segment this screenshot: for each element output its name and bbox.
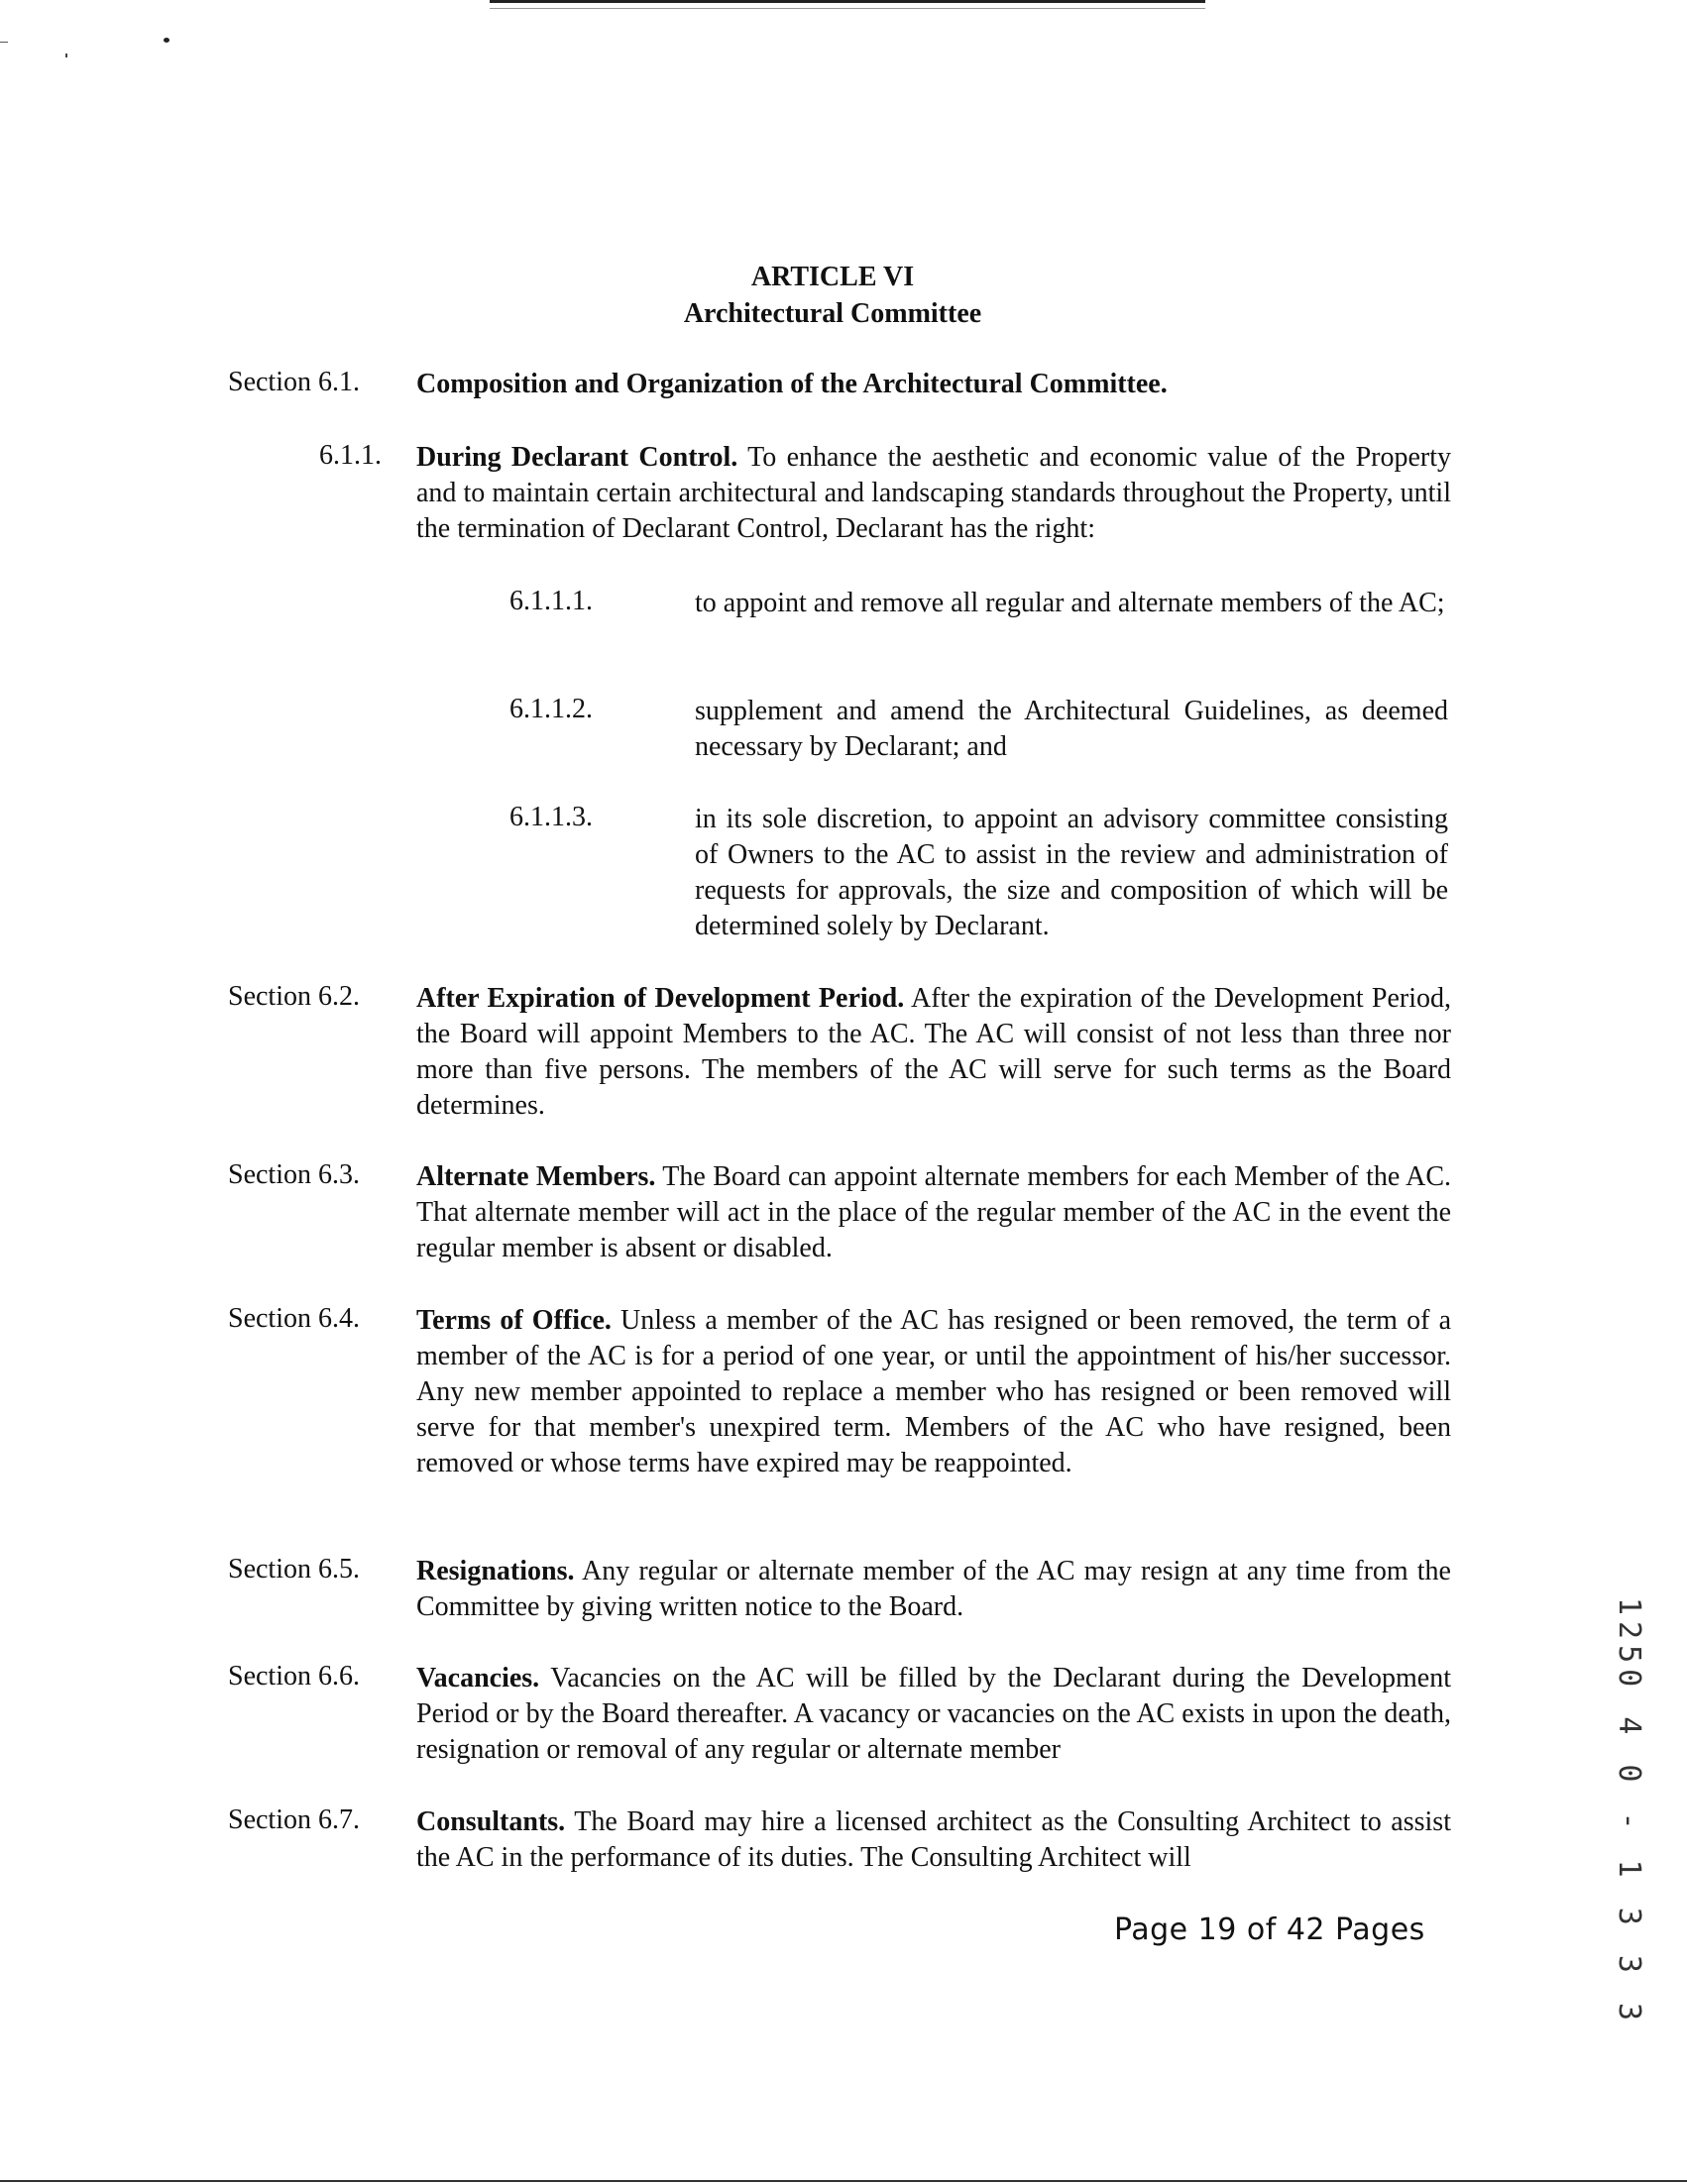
section-6-6-body: Vacancies. Vacancies on the AC will be filled by the Declarant during the Development Period or by the Board thereafter. A vacancy or vacancies on the AC exists in upon the death, resignation or removal of any regular or alternate member — [416, 1663, 1451, 1765]
section-6-1-1-3-label: 6.1.1.3. — [509, 802, 593, 832]
section-6-4-label: Section 6.4. — [228, 1303, 360, 1334]
section-6-1-1-1-body: to appoint and remove all regular and alternate members of the AC; — [695, 588, 1445, 618]
article-number: ARTICLE VI — [750, 262, 915, 292]
section-6-3-body: Alternate Members. The Board can appoint alternate members for each Member of the AC. That alternate member will act in the place of the regular member of the AC in the event the regular member is absent or disabled. — [416, 1161, 1452, 1263]
section-6-4-body: Terms of Office. Unless a member of the AC has resigned or been removed, the term of a member of the AC is for a period of one year, or until the appointment of his/her successor. Any new member appointed to replace a member who has resigned or been removed will serve for that member's unexpired term. Members of the AC who have resigned, been removed or whose terms have expired may be reappointed. — [416, 1305, 1451, 1478]
section-6-6-label: Section 6.6. — [228, 1661, 360, 1692]
section-6-2-label: Section 6.2. — [228, 981, 360, 1012]
article-title: Architectural Committee — [683, 298, 982, 329]
scan-edge-top-faint — [490, 8, 1205, 9]
section-6-3-label: Section 6.3. — [228, 1159, 360, 1190]
section-6-1-1-body: During Declarant Control. To enhance the aesthetic and economic value of the Property and to maintain certain architectural and landscaping standards throughout the Property, until the termination of Declarant Control, Declarant has the right: — [416, 442, 1452, 544]
section-6-1-1-label: 6.1.1. — [319, 440, 382, 471]
page-number-footer: Page 19 of 42 Pages — [1114, 1912, 1425, 1947]
recording-stamp: 1250 4 0 - 1 3 3 3 — [1612, 1597, 1646, 2027]
section-6-5-label: Section 6.5. — [228, 1554, 360, 1584]
section-6-1-label: Section 6.1. — [228, 367, 360, 397]
section-6-1-1-1-label: 6.1.1.1. — [509, 586, 593, 616]
scan-speck — [164, 38, 169, 43]
section-6-1-1-3-body: in its sole discretion, to appoint an advisory committee consisting of Owners to the AC to assist in the review and administration of requests for approvals, the size and composition of which will be determined solely by Declarant. — [695, 804, 1448, 941]
section-6-1-1-2-label: 6.1.1.2. — [509, 694, 593, 724]
section-6-7-label: Section 6.7. — [228, 1804, 360, 1835]
scan-speck — [65, 54, 67, 57]
scan-mark — [0, 42, 8, 43]
section-6-7-body: Consultants. The Board may hire a licensed architect as the Consulting Architect to assist the AC in the performance of its duties. The Consulting Architect will — [416, 1806, 1451, 1873]
section-6-2-body: After Expiration of Development Period. After the expiration of the Development Period, the Board will appoint Members to the AC. The AC will consist of not less than three nor more than five persons. The members of the AC will serve for such terms as the Board determines. — [416, 983, 1452, 1121]
section-6-1-1-2-body: supplement and amend the Architectural Guidelines, as deemed necessary by Declarant; and — [695, 696, 1448, 762]
scan-edge-bottom — [0, 2180, 1687, 2182]
section-6-5-body: Resignations. Any regular or alternate member of the AC may resign at any time from the Committee by giving written notice to the Board. — [416, 1556, 1451, 1622]
section-6-1-heading: Composition and Organization of the Architectural Committee. — [416, 369, 1168, 399]
scan-edge-top — [490, 0, 1205, 3]
